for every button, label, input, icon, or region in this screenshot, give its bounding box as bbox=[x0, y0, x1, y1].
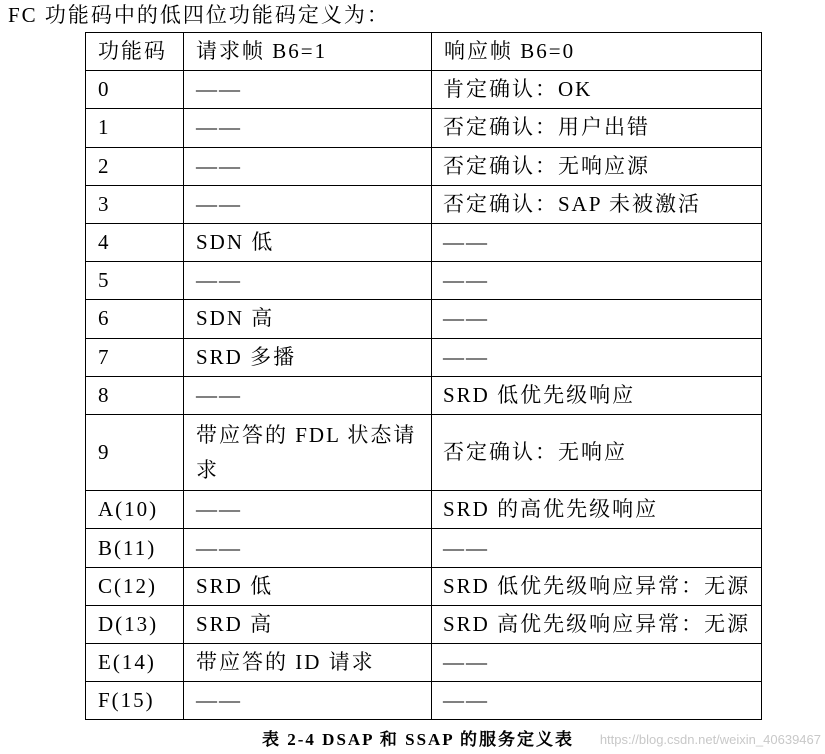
table-row bbox=[86, 491, 762, 529]
cell-response-frame: 否定确认：无响应源 bbox=[432, 147, 762, 185]
cell-response-frame: —— bbox=[432, 300, 762, 338]
cell-function-code: A(10) bbox=[86, 491, 184, 529]
header-response-frame: 响应帧 B6=0 bbox=[432, 33, 762, 71]
cell-request-frame: —— bbox=[184, 71, 432, 109]
table-row bbox=[86, 529, 762, 567]
cell-function-code: E(14) bbox=[86, 644, 184, 682]
cell-function-code: 8 bbox=[86, 376, 184, 414]
table-row bbox=[86, 262, 762, 300]
cell-function-code: B(11) bbox=[86, 529, 184, 567]
table-row bbox=[86, 71, 762, 109]
cell-response-frame: SRD 的高优先级响应 bbox=[432, 491, 762, 529]
cell-function-code: 4 bbox=[86, 223, 184, 261]
cell-request-frame: —— bbox=[184, 682, 432, 720]
cell-function-code: 5 bbox=[86, 262, 184, 300]
cell-request-frame: SDN 低 bbox=[184, 223, 432, 261]
cell-response-frame: 肯定确认：OK bbox=[432, 71, 762, 109]
table-row bbox=[86, 223, 762, 261]
cell-function-code: F(15) bbox=[86, 682, 184, 720]
table-row bbox=[86, 644, 762, 682]
cell-function-code: 0 bbox=[86, 71, 184, 109]
cell-request-frame: —— bbox=[184, 185, 432, 223]
table-caption: 表 2-4 DSAP 和 SSAP 的服务定义表 bbox=[262, 730, 574, 749]
cell-request-frame: —— bbox=[184, 147, 432, 185]
table-row bbox=[86, 185, 762, 223]
cell-response-frame: SRD 低优先级响应 bbox=[432, 376, 762, 414]
table-row bbox=[86, 109, 762, 147]
cell-response-frame: 否定确认：无响应 bbox=[432, 414, 762, 490]
cell-response-frame: —— bbox=[432, 529, 762, 567]
cell-function-code: 9 bbox=[86, 414, 184, 490]
cell-request-frame: SRD 多播 bbox=[184, 338, 432, 376]
cell-response-frame: —— bbox=[432, 644, 762, 682]
cell-response-frame: —— bbox=[432, 223, 762, 261]
cell-request-frame: 带应答的 FDL 状态请求 bbox=[184, 414, 432, 490]
cell-request-frame: —— bbox=[184, 491, 432, 529]
table-header-row bbox=[86, 33, 762, 71]
table-row bbox=[86, 605, 762, 643]
table-row bbox=[86, 300, 762, 338]
table-row bbox=[86, 147, 762, 185]
table-row bbox=[86, 682, 762, 720]
cell-response-frame: SRD 高优先级响应异常：无源 bbox=[432, 605, 762, 643]
watermark-url: https://blog.csdn.net/weixin_40639467 bbox=[599, 732, 821, 747]
function-code-table bbox=[85, 32, 762, 720]
cell-function-code: D(13) bbox=[86, 605, 184, 643]
cell-request-frame: —— bbox=[184, 529, 432, 567]
cell-response-frame: —— bbox=[432, 338, 762, 376]
cell-response-frame: —— bbox=[432, 682, 762, 720]
header-function-code: 功能码 bbox=[86, 33, 184, 71]
table-row bbox=[86, 376, 762, 414]
cell-request-frame: SRD 高 bbox=[184, 605, 432, 643]
cell-response-frame: —— bbox=[432, 262, 762, 300]
cell-request-frame: 带应答的 ID 请求 bbox=[184, 644, 432, 682]
cell-response-frame: 否定确认：用户出错 bbox=[432, 109, 762, 147]
header-request-frame: 请求帧 B6=1 bbox=[184, 33, 432, 71]
intro-text: FC 功能码中的低四位功能码定义为： bbox=[8, 3, 390, 27]
cell-request-frame: SDN 高 bbox=[184, 300, 432, 338]
cell-request-frame: —— bbox=[184, 109, 432, 147]
cell-function-code: C(12) bbox=[86, 567, 184, 605]
table-row bbox=[86, 338, 762, 376]
cell-function-code: 1 bbox=[86, 109, 184, 147]
cell-function-code: 3 bbox=[86, 185, 184, 223]
cell-response-frame: 否定确认：SAP 未被激活 bbox=[432, 185, 762, 223]
cell-request-frame: —— bbox=[184, 376, 432, 414]
cell-function-code: 2 bbox=[86, 147, 184, 185]
cell-response-frame: SRD 低优先级响应异常：无源 bbox=[432, 567, 762, 605]
cell-request-frame: SRD 低 bbox=[184, 567, 432, 605]
cell-function-code: 6 bbox=[86, 300, 184, 338]
table-row bbox=[86, 567, 762, 605]
cell-request-frame: —— bbox=[184, 262, 432, 300]
table-row bbox=[86, 414, 762, 490]
cell-function-code: 7 bbox=[86, 338, 184, 376]
